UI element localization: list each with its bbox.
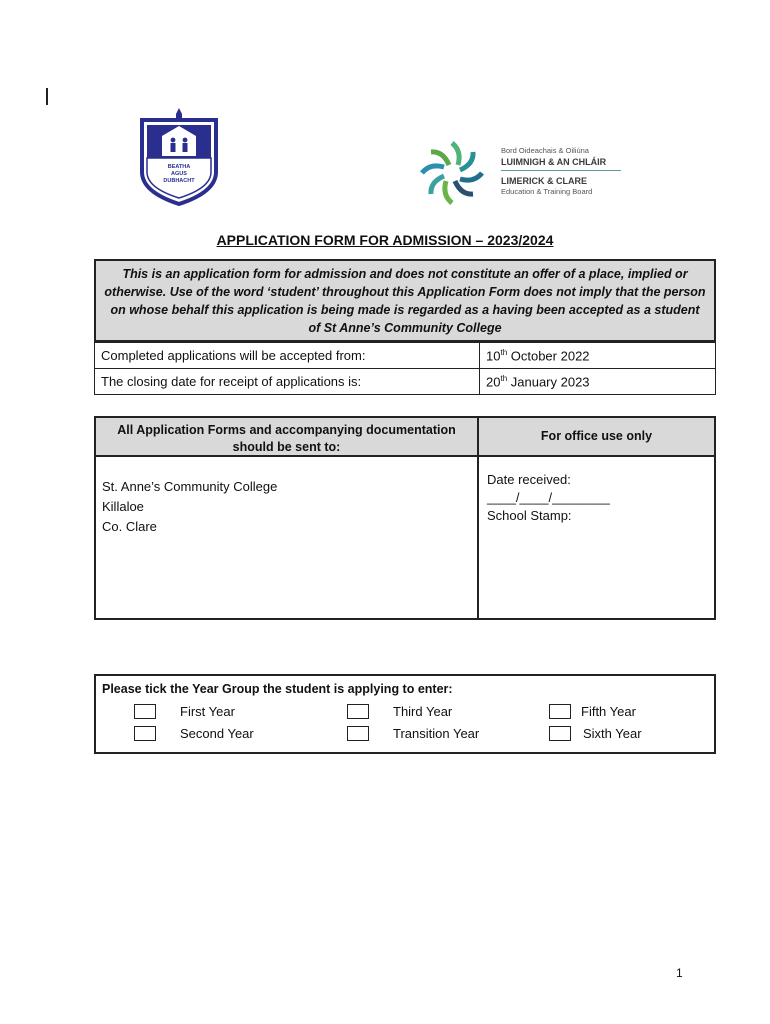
year-group-section bbox=[94, 674, 716, 754]
closing-date-row bbox=[95, 369, 716, 395]
address-header: All Application Forms and accompanying documentation should be sent to: bbox=[96, 418, 479, 457]
accepted-from-label: Completed applications will be accepted from: bbox=[95, 343, 480, 369]
form-title: APPLICATION FORM FOR ADMISSION – 2023/2024 bbox=[216, 232, 554, 248]
address-block bbox=[96, 457, 479, 618]
text-cursor bbox=[46, 88, 48, 105]
etb-line-3: LIMERICK & CLARE bbox=[501, 176, 587, 186]
checkbox-sixth-year[interactable] bbox=[549, 726, 571, 741]
year-group-prompt: Please tick the Year Group the student is applying to enter: bbox=[102, 682, 453, 696]
etb-swirl-icon bbox=[416, 138, 488, 208]
admission-notice: This is an application form for admission and does not constitute an offer of a place, implied or otherwise. Use of the word ‘student’ throughout this Application Form does not imply that the person on whose behalf this application is being made is regarded as a having been accepted as a student of St Anne’s Community College bbox=[94, 259, 716, 342]
label-second-year: Second Year bbox=[180, 726, 254, 741]
label-third-year: Third Year bbox=[393, 704, 453, 719]
page-number: 1 bbox=[676, 966, 683, 980]
school-stamp-label: School Stamp: bbox=[487, 508, 572, 523]
accepted-from-value: 10th October 2022 bbox=[480, 343, 716, 369]
crest-motto-2: AGUS bbox=[171, 171, 187, 177]
dates-table bbox=[94, 342, 716, 395]
closing-date-value: 20th January 2023 bbox=[480, 369, 716, 395]
etb-logo bbox=[416, 138, 636, 208]
office-use-block bbox=[479, 457, 714, 618]
checkbox-second-year[interactable] bbox=[134, 726, 156, 741]
office-use-header: For office use only bbox=[479, 418, 714, 457]
checkbox-fifth-year[interactable] bbox=[549, 704, 571, 719]
address-line-1: St. Anne’s Community College bbox=[102, 479, 278, 494]
date-received-field[interactable]: ____/____/________ bbox=[487, 490, 610, 505]
address-line-3: Co. Clare bbox=[102, 519, 157, 534]
etb-line-2: LUIMNIGH & AN CHLÁIR bbox=[501, 157, 607, 167]
accepted-from-row bbox=[95, 343, 716, 369]
date-received-label: Date received: bbox=[487, 472, 571, 487]
checkbox-transition-year[interactable] bbox=[347, 726, 369, 741]
school-crest-logo bbox=[136, 106, 222, 208]
etb-line-4: Education & Training Board bbox=[501, 187, 593, 196]
etb-line-1: Bord Oideachais & Oiliúna bbox=[501, 146, 589, 155]
label-sixth-year: Sixth Year bbox=[583, 726, 642, 741]
address-line-2: Killaloe bbox=[102, 499, 144, 514]
closing-date-label: The closing date for receipt of applications is: bbox=[95, 369, 480, 395]
crest-motto-3: DUBHACHT bbox=[163, 178, 195, 184]
checkbox-third-year[interactable] bbox=[347, 704, 369, 719]
address-section bbox=[94, 416, 716, 620]
label-fifth-year: Fifth Year bbox=[581, 704, 636, 719]
label-first-year: First Year bbox=[180, 704, 235, 719]
crest-motto-1: BEATHA bbox=[167, 164, 191, 170]
checkbox-first-year[interactable] bbox=[134, 704, 156, 719]
label-transition-year: Transition Year bbox=[393, 726, 480, 741]
